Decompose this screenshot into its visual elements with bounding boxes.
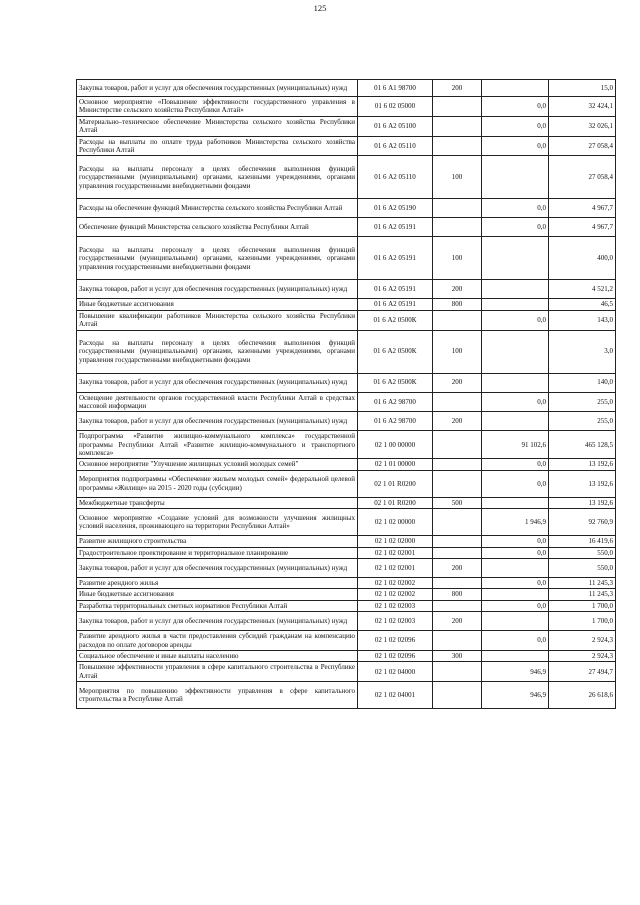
row-amount-b-cell: 3,0 bbox=[549, 330, 616, 373]
row-name-cell: Закупка товаров, работ и услуг для обеспечения государственных (муниципальных) нужд bbox=[77, 412, 358, 431]
row-expense-type-cell bbox=[433, 682, 482, 709]
table-row bbox=[77, 509, 616, 536]
table-row bbox=[77, 589, 616, 600]
row-name-cell: Развитие арендного жилья в части предоставления субсидий гражданам на компенсацию расходов по оплате договоров аренды bbox=[77, 631, 358, 651]
row-expense-type-cell bbox=[433, 136, 482, 156]
row-expense-type-cell bbox=[433, 536, 482, 547]
row-amount-b-cell: 13 192,6 bbox=[549, 497, 616, 508]
row-expense-type-cell bbox=[433, 662, 482, 682]
row-expense-type-cell bbox=[433, 310, 482, 330]
row-name-cell: Мероприятия подпрограммы «Обеспечение жильем молодых семей» федеральной целевой программы «Жилище» на 2015 - 2020 годы (субсидии) bbox=[77, 470, 358, 497]
row-name-cell: Развитие жилищного строительства bbox=[77, 536, 358, 547]
row-amount-a-cell: 0,0 bbox=[482, 116, 549, 136]
row-name-cell: Подпрограмма «Развитие жилищно-коммунального комплекса» государственной программы Республики Алтай «Развитие жилищно-коммунального и транспортного комплекса» bbox=[77, 431, 358, 459]
row-amount-a-cell bbox=[482, 497, 549, 508]
row-code-cell: 02 1 02 04000 bbox=[358, 662, 433, 682]
table-row bbox=[77, 470, 616, 497]
row-amount-b-cell: 27 494,7 bbox=[549, 662, 616, 682]
row-amount-b-cell: 1 700,0 bbox=[549, 612, 616, 631]
row-amount-a-cell bbox=[482, 156, 549, 199]
row-amount-a-cell: 0,0 bbox=[482, 536, 549, 547]
row-amount-a-cell: 0,0 bbox=[482, 97, 549, 117]
row-code-cell: 02 1 02 00000 bbox=[358, 509, 433, 536]
row-amount-a-cell: 91 102,6 bbox=[482, 431, 549, 459]
row-code-cell: 01 6 А2 98700 bbox=[358, 412, 433, 431]
table-row bbox=[77, 97, 616, 117]
row-expense-type-cell bbox=[433, 218, 482, 237]
row-expense-type-cell bbox=[433, 578, 482, 589]
budget-table-body bbox=[77, 80, 616, 709]
row-amount-a-cell: 0,0 bbox=[482, 547, 549, 558]
row-expense-type-cell bbox=[433, 470, 482, 497]
row-amount-b-cell: 140,0 bbox=[549, 373, 616, 392]
row-code-cell: 02 1 00 00000 bbox=[358, 431, 433, 459]
row-amount-a-cell bbox=[482, 589, 549, 600]
table-row bbox=[77, 612, 616, 631]
row-amount-b-cell: 255,0 bbox=[549, 392, 616, 412]
row-amount-b-cell: 4 967,7 bbox=[549, 199, 616, 218]
row-code-cell: 01 6 А2 98700 bbox=[358, 392, 433, 412]
row-amount-a-cell bbox=[482, 559, 549, 578]
row-name-cell: Закупка товаров, работ и услуг для обеспечения государственных (муниципальных) нужд bbox=[77, 280, 358, 299]
table-row bbox=[77, 631, 616, 651]
row-amount-a-cell: 0,0 bbox=[482, 199, 549, 218]
row-expense-type-cell: 100 bbox=[433, 237, 482, 280]
row-amount-b-cell: 400,0 bbox=[549, 237, 616, 280]
row-expense-type-cell: 200 bbox=[433, 412, 482, 431]
row-amount-a-cell: 0,0 bbox=[482, 392, 549, 412]
row-amount-a-cell: 0,0 bbox=[482, 600, 549, 611]
table-row bbox=[77, 392, 616, 412]
row-name-cell: Основное мероприятие «Повышение эффективности государственного управления в Министерстве сельского хозяйства Республики Алтай» bbox=[77, 97, 358, 117]
row-name-cell: Закупка товаров, работ и услуг для обеспечения государственных (муниципальных) нужд bbox=[77, 612, 358, 631]
row-amount-b-cell: 15,0 bbox=[549, 80, 616, 97]
table-row bbox=[77, 650, 616, 661]
row-amount-a-cell: 946,9 bbox=[482, 662, 549, 682]
table-row bbox=[77, 136, 616, 156]
row-name-cell: Социальное обеспечение и иные выплаты населению bbox=[77, 650, 358, 661]
table-row bbox=[77, 547, 616, 558]
row-code-cell: 01 6 А2 0500К bbox=[358, 310, 433, 330]
row-amount-a-cell bbox=[482, 412, 549, 431]
table-row bbox=[77, 431, 616, 459]
row-expense-type-cell bbox=[433, 392, 482, 412]
row-amount-b-cell: 32 424,1 bbox=[549, 97, 616, 117]
table-row bbox=[77, 412, 616, 431]
row-amount-b-cell: 11 245,3 bbox=[549, 589, 616, 600]
row-code-cell: 01 6 02 05000 bbox=[358, 97, 433, 117]
row-amount-a-cell: 0,0 bbox=[482, 459, 549, 470]
table-row bbox=[77, 559, 616, 578]
row-amount-a-cell: 0,0 bbox=[482, 578, 549, 589]
row-amount-a-cell bbox=[482, 650, 549, 661]
row-code-cell: 02 1 02 02001 bbox=[358, 559, 433, 578]
row-amount-a-cell: 0,0 bbox=[482, 470, 549, 497]
row-expense-type-cell: 300 bbox=[433, 650, 482, 661]
row-code-cell: 02 1 02 04001 bbox=[358, 682, 433, 709]
row-code-cell: 02 1 02 02000 bbox=[358, 536, 433, 547]
row-name-cell: Иные бюджетные ассигнования bbox=[77, 589, 358, 600]
row-code-cell: 02 1 01 R0200 bbox=[358, 470, 433, 497]
row-code-cell: 02 1 02 02096 bbox=[358, 650, 433, 661]
row-name-cell: Расходы на выплаты персоналу в целях обеспечения выполнения функций государственными (муниципальными) органами, казенными учреждениями, органами управления государственными внебюджетными фондами bbox=[77, 237, 358, 280]
row-expense-type-cell: 100 bbox=[433, 156, 482, 199]
table-row bbox=[77, 199, 616, 218]
row-expense-type-cell bbox=[433, 547, 482, 558]
table-row bbox=[77, 497, 616, 508]
row-code-cell: 02 1 02 02003 bbox=[358, 600, 433, 611]
row-name-cell: Развитие арендного жилья bbox=[77, 578, 358, 589]
row-amount-a-cell: 946,9 bbox=[482, 682, 549, 709]
row-name-cell: Иные бюджетные ассигнования bbox=[77, 299, 358, 310]
row-amount-b-cell: 27 058,4 bbox=[549, 156, 616, 199]
row-amount-a-cell: 0,0 bbox=[482, 631, 549, 651]
row-name-cell: Основное мероприятие «Создание условий для возможности улучшения жилищных условий населения, проживающего на территории Республики Алтай» bbox=[77, 509, 358, 536]
row-amount-b-cell: 26 618,6 bbox=[549, 682, 616, 709]
table-row bbox=[77, 373, 616, 392]
row-name-cell: Повышение эффективности управления в сфере капитального строительства в Республике Алтай bbox=[77, 662, 358, 682]
row-expense-type-cell bbox=[433, 199, 482, 218]
row-name-cell: Закупка товаров, работ и услуг для обеспечения государственных (муниципальных) нужд bbox=[77, 80, 358, 97]
budget-table bbox=[76, 79, 616, 709]
row-amount-a-cell bbox=[482, 373, 549, 392]
row-expense-type-cell: 800 bbox=[433, 299, 482, 310]
budget-table-container bbox=[76, 79, 615, 709]
row-code-cell: 01 6 А2 05110 bbox=[358, 136, 433, 156]
row-expense-type-cell: 500 bbox=[433, 497, 482, 508]
row-expense-type-cell: 200 bbox=[433, 280, 482, 299]
row-code-cell: 01 6 А1 98700 bbox=[358, 80, 433, 97]
row-name-cell: Разработка территориальных сметных нормативов Республики Алтай bbox=[77, 600, 358, 611]
row-amount-a-cell: 0,0 bbox=[482, 136, 549, 156]
table-row bbox=[77, 310, 616, 330]
row-amount-b-cell: 11 245,3 bbox=[549, 578, 616, 589]
row-code-cell: 02 1 01 R0200 bbox=[358, 497, 433, 508]
row-amount-b-cell: 16 419,6 bbox=[549, 536, 616, 547]
table-row bbox=[77, 459, 616, 470]
row-name-cell: Расходы на выплаты по оплате труда работников Министерства сельского хозяйства Республики Алтай bbox=[77, 136, 358, 156]
row-name-cell: Материально–техническое обеспечение Министерства сельского хозяйства Республики Алтай bbox=[77, 116, 358, 136]
row-amount-b-cell: 32 026,1 bbox=[549, 116, 616, 136]
row-expense-type-cell bbox=[433, 116, 482, 136]
row-expense-type-cell bbox=[433, 431, 482, 459]
row-name-cell: Повышение квалификации работников Министерства сельского хозяйства Республики Алтай bbox=[77, 310, 358, 330]
row-amount-b-cell: 465 128,5 bbox=[549, 431, 616, 459]
table-row bbox=[77, 299, 616, 310]
row-name-cell: Обеспечение функций Министерства сельского хозяйства Республики Алтай bbox=[77, 218, 358, 237]
row-code-cell: 01 6 А2 05191 bbox=[358, 237, 433, 280]
row-amount-b-cell: 46,5 bbox=[549, 299, 616, 310]
row-code-cell: 02 1 02 02001 bbox=[358, 547, 433, 558]
row-name-cell: Мероприятия по повышению эффективности управления в сфере капитального строительства в Республике Алтай bbox=[77, 682, 358, 709]
row-amount-a-cell: 0,0 bbox=[482, 310, 549, 330]
row-expense-type-cell: 800 bbox=[433, 589, 482, 600]
table-row bbox=[77, 662, 616, 682]
row-code-cell: 01 6 А2 05191 bbox=[358, 280, 433, 299]
row-amount-a-cell bbox=[482, 612, 549, 631]
row-amount-a-cell bbox=[482, 237, 549, 280]
row-code-cell: 02 1 02 02002 bbox=[358, 578, 433, 589]
row-amount-a-cell: 1 946,9 bbox=[482, 509, 549, 536]
table-row bbox=[77, 80, 616, 97]
row-name-cell: Закупка товаров, работ и услуг для обеспечения государственных (муниципальных) нужд bbox=[77, 373, 358, 392]
row-name-cell: Основное мероприятие "Улучшение жилищных условий молодых семей" bbox=[77, 459, 358, 470]
row-expense-type-cell bbox=[433, 97, 482, 117]
row-expense-type-cell: 100 bbox=[433, 330, 482, 373]
row-code-cell: 01 6 А2 05100 bbox=[358, 116, 433, 136]
row-code-cell: 01 6 А2 05191 bbox=[358, 218, 433, 237]
row-name-cell: Закупка товаров, работ и услуг для обеспечения государственных (муниципальных) нужд bbox=[77, 559, 358, 578]
row-name-cell: Межбюджетные трансферты bbox=[77, 497, 358, 508]
row-code-cell: 02 1 01 00000 bbox=[358, 459, 433, 470]
row-amount-a-cell: 0,0 bbox=[482, 218, 549, 237]
row-code-cell: 02 1 02 02002 bbox=[358, 589, 433, 600]
row-amount-b-cell: 4 521,2 bbox=[549, 280, 616, 299]
row-amount-b-cell: 143,0 bbox=[549, 310, 616, 330]
row-expense-type-cell bbox=[433, 631, 482, 651]
table-row bbox=[77, 218, 616, 237]
row-code-cell: 01 6 А2 0500К bbox=[358, 373, 433, 392]
row-expense-type-cell: 200 bbox=[433, 80, 482, 97]
row-code-cell: 01 6 А2 05190 bbox=[358, 199, 433, 218]
row-code-cell: 01 6 А2 05191 bbox=[358, 299, 433, 310]
row-name-cell: Расходы на обеспечение функций Министерства сельского хозяйства Республики Алтай bbox=[77, 199, 358, 218]
row-name-cell: Расходы на выплаты персоналу в целях обеспечения выполнения функций государственными (муниципальными) органами, казенными учреждениями, органами управления государственными внебюджетными фондами bbox=[77, 156, 358, 199]
row-amount-a-cell bbox=[482, 299, 549, 310]
row-code-cell: 01 6 А2 05110 bbox=[358, 156, 433, 199]
row-amount-b-cell: 550,0 bbox=[549, 559, 616, 578]
table-row bbox=[77, 280, 616, 299]
row-amount-a-cell bbox=[482, 330, 549, 373]
row-amount-a-cell bbox=[482, 280, 549, 299]
table-row bbox=[77, 600, 616, 611]
row-expense-type-cell bbox=[433, 600, 482, 611]
row-amount-b-cell: 2 924,3 bbox=[549, 650, 616, 661]
row-name-cell: Расходы на выплаты персоналу в целях обеспечения выполнения функций государственными (муниципальными) органами, казенными учреждениями, органами управления государственными внебюджетными фондами bbox=[77, 330, 358, 373]
table-row bbox=[77, 156, 616, 199]
row-amount-b-cell: 27 058,4 bbox=[549, 136, 616, 156]
row-amount-a-cell bbox=[482, 80, 549, 97]
row-amount-b-cell: 13 192,6 bbox=[549, 470, 616, 497]
table-row bbox=[77, 116, 616, 136]
row-amount-b-cell: 13 192,6 bbox=[549, 459, 616, 470]
table-row bbox=[77, 682, 616, 709]
row-code-cell: 02 1 02 02003 bbox=[358, 612, 433, 631]
row-name-cell: Градостроительное проектирование и территориальное планирование bbox=[77, 547, 358, 558]
row-name-cell: Освещение деятельности органов государственной власти Республики Алтай в средствах массовой информации bbox=[77, 392, 358, 412]
page-number: 125 bbox=[313, 3, 327, 13]
row-code-cell: 01 6 А2 0500К bbox=[358, 330, 433, 373]
row-expense-type-cell bbox=[433, 509, 482, 536]
table-row bbox=[77, 330, 616, 373]
row-amount-b-cell: 1 700,0 bbox=[549, 600, 616, 611]
row-code-cell: 02 1 02 02096 bbox=[358, 631, 433, 651]
table-row bbox=[77, 536, 616, 547]
row-amount-b-cell: 550,0 bbox=[549, 547, 616, 558]
row-expense-type-cell: 200 bbox=[433, 373, 482, 392]
row-amount-b-cell: 2 924,3 bbox=[549, 631, 616, 651]
row-expense-type-cell bbox=[433, 459, 482, 470]
row-expense-type-cell: 200 bbox=[433, 612, 482, 631]
table-row bbox=[77, 237, 616, 280]
table-row bbox=[77, 578, 616, 589]
row-amount-b-cell: 255,0 bbox=[549, 412, 616, 431]
row-amount-b-cell: 92 760,9 bbox=[549, 509, 616, 536]
row-expense-type-cell: 200 bbox=[433, 559, 482, 578]
row-amount-b-cell: 4 967,7 bbox=[549, 218, 616, 237]
